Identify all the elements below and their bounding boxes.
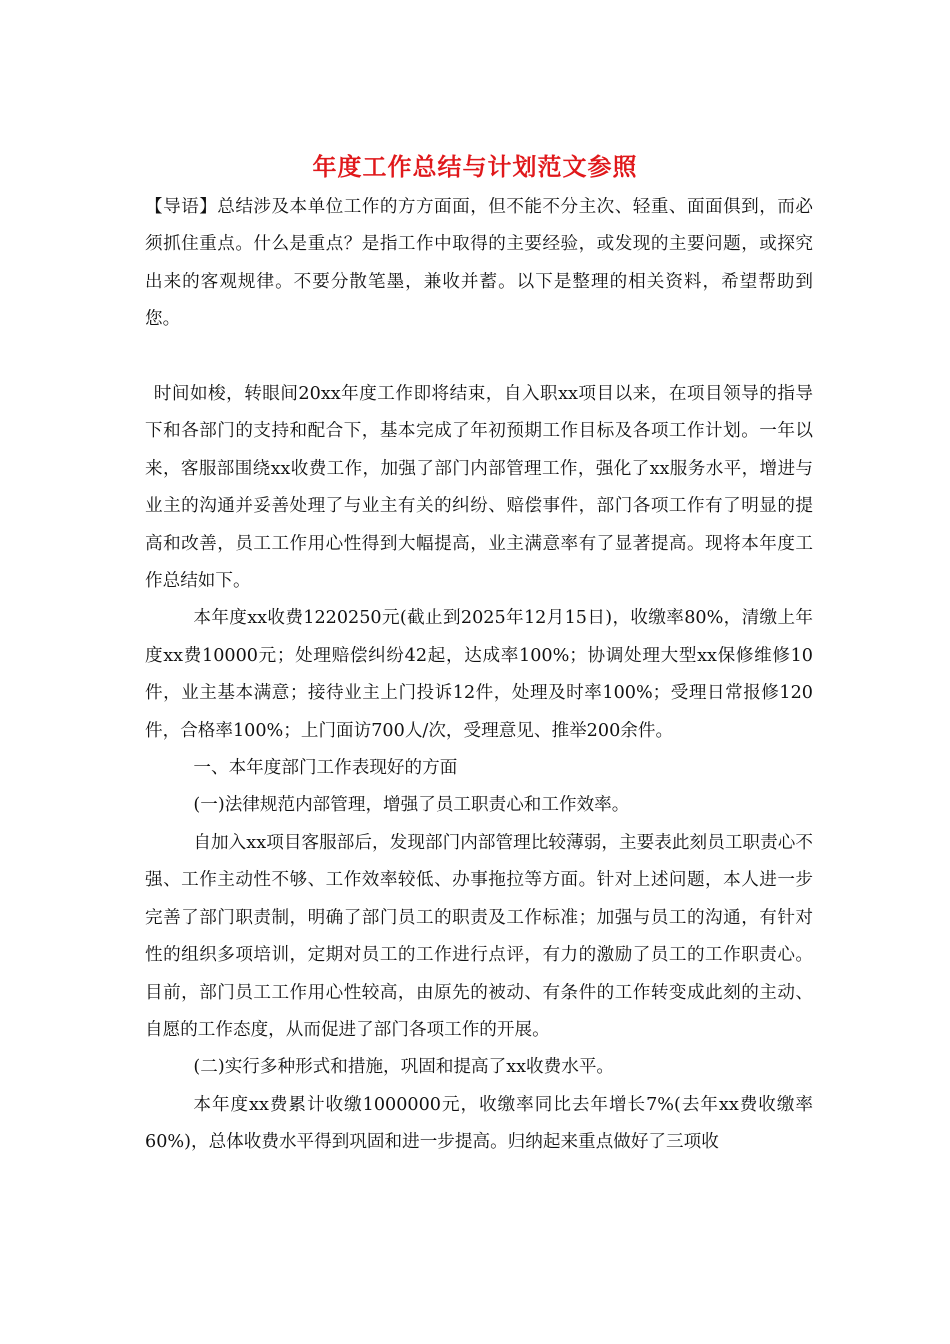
paragraph-statistics: 本年度xx收费1220250元(截止到2025年12月15日)，收缴率80%，清缴上年度xx费10000元；处理赔偿纠纷42起，达成率100%；协调处理大型xx保修维修10件，业主基本满意；接待业主上门投诉12件，处理及时率100%；受理日常报修120件，合格率100%；上门面访700人/次，受理意见、推举200余件。 — [145, 608, 813, 741]
paragraph-collection: 本年度xx费累计收缴1000000元，收缴率同比去年增长7%(去年xx费收缴率60%)，总体收费水平得到巩固和进一步提高。归纳起来重点做好了三项收 — [145, 1094, 813, 1153]
subsection-heading-2: (二)实行多种形式和措施，巩固和提高了xx收费水平。 — [193, 1057, 615, 1078]
intro-label: 【导语】 — [145, 197, 218, 217]
document-title: 年度工作总结与计划范文参照 — [312, 152, 638, 181]
paragraph-management: 自加入xx项目客服部后，发现部门内部管理比较薄弱，主要表此刻员工职责心不强、工作主动性不够、工作效率较低、办事拖拉等方面。针对上述问题，本人进一步完善了部门职责制，明确了部门员工的职责及工作标准；加强与员工的沟通，有针对性的组织多项培训，定期对员工的工作进行点评，有力的激励了员工的工作职责心。目前，部门员工工作用心性较高，由原先的被动、有条件的工作转变成此刻的主动、自愿的工作态度，从而促进了部门各项工作的开展。 — [145, 832, 813, 1040]
document-body — [145, 189, 813, 1162]
subsection-heading-1: (一)法律规范内部管理，增强了员工职责心和工作效率。 — [193, 795, 630, 816]
intro-text: 总结涉及本单位工作的方方面面，但不能不分主次、轻重、面面俱到，而必须抓住重点。什么是重点？是指工作中取得的主要经验，或发现的主要问题，或探究出来的客观规律。不要分散笔墨，兼收并蓄。以下是整理的相关资料，希望帮助到您。 — [145, 197, 813, 330]
section-heading-1: 一、本年度部门工作表现好的方面 — [193, 758, 458, 779]
intro-paragraph — [145, 189, 813, 339]
paragraph-opening: 时间如梭，转眼间20xx年度工作即将结束，自入职xx项目以来，在项目领导的指导下和各部门的支持和配合下，基本完成了年初预期工作目标及各项工作计划。一年以来，客服部围绕xx收费工作，加强了部门内部管理工作，强化了xx服务水平，增进与业主的沟通并妥善处理了与业主有关的纠纷、赔偿事件，部门各项工作有了明显的提高和改善，员工工作用心性得到大幅提高，业主满意率有了显著提高。现将本年度工作总结如下。 — [145, 384, 813, 592]
